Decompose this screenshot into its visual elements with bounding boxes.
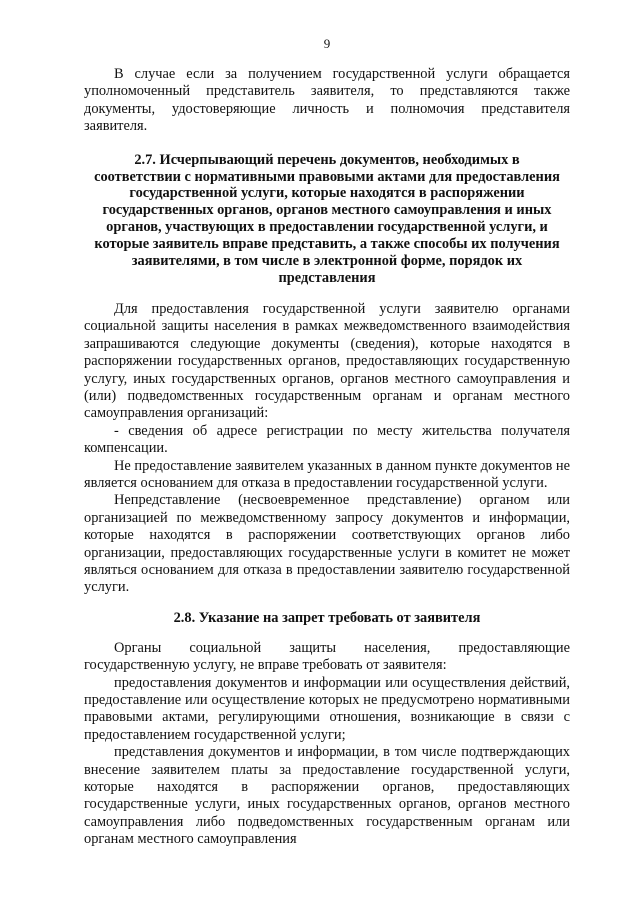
list-item-address-info: - сведения об адресе регистрации по месту жительства получателя компенсации.: [84, 422, 570, 457]
paragraph-interagency-request: Для предоставления государственной услуги заявителю органами социальной защиты населения в рамках межведомственного взаимодействия запрашиваются следующие документы (сведения), которые находятся в распоряжении государственных органов, предоставляющих государственную услугу, иных государственных органов, органов местного самоуправления и (или) подведомственных государственным органам и органам местного самоуправления организаций:: [84, 300, 570, 422]
paragraph-representative: В случае если за получением государственной услуги обращается уполномоченный представитель заявителя, то представляются также документы, удостоверяющие личность и полномочия представителя заявителя.: [84, 66, 570, 135]
list-item-documents-actions: предоставления документов и информации или осуществления действий, предоставление или осуществление которых не предусмотрено нормативными правовыми актами, регулирующими отношения, возникающие в связи с предоставлением государственной услуги;: [84, 674, 570, 743]
document-page: [84, 36, 570, 896]
page-number: 9: [323, 36, 331, 51]
paragraph-not-entitled: Органы социальной защиты населения, предоставляющие государственную услугу, не вправе требовать от заявителя:: [84, 639, 570, 674]
paragraph-no-refusal: Не предоставление заявителем указанных в данном пункте документов не является основанием для отказа в предоставлении государственной услуги.: [84, 457, 570, 491]
list-item-documents-info: представления документов и информации, в том числе подтверждающих внесение заявителем платы за предоставление государственной услуги, которые находятся в распоряжении органов, предоставляющих государственные услуги, иных государственных органов, органов местного самоуправления либо подведомственных государственным органам или органам местного самоуправления: [84, 744, 570, 848]
paragraph-non-submission: Непредставление (несвоевременное представление) органом или организацией по межведомственному запросу документов и информации, которые находятся в распоряжении соответствующих органов либо организации, предоставляющих государственные услуги в комитет не может являться основанием для отказа в предоставлении заявителю государственной услуги.: [84, 492, 570, 596]
section-heading-2-8: 2.8. Указание на запрет требовать от заявителя: [173, 609, 481, 626]
section-heading-2-7: 2.7. Исчерпывающий перечень документов, необходимых в соответствии с нормативными правовыми актами для предоставления государственной услуги, которые находятся в распоряжении государственных органов, органов местного самоуправления и иных органов, участвующих в предоставлении государственной услуги, и которые заявитель вправе представить, а также способы их получения заявителями, в том числе в электронной форме, порядок их представления: [94, 151, 560, 286]
